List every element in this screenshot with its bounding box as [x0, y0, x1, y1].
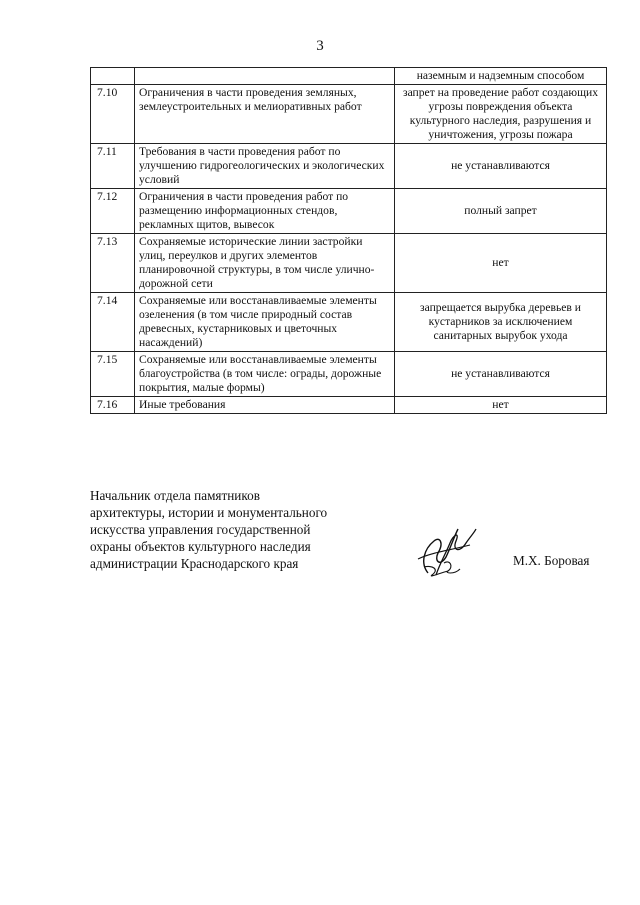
- row-value: нет: [395, 234, 607, 293]
- row-value: полный запрет: [395, 189, 607, 234]
- row-number: [91, 68, 135, 85]
- signatory-position: [90, 487, 380, 572]
- table-row: [91, 68, 607, 85]
- table-row: [91, 352, 607, 397]
- row-value: запрещается вырубка деревьев и кустарников за исключением санитарных вырубок ухода: [395, 293, 607, 352]
- row-value: не устанавливаются: [395, 144, 607, 189]
- row-number: 7.12: [91, 189, 135, 234]
- position-line: охраны объектов культурного наследия: [90, 539, 311, 554]
- row-number: 7.11: [91, 144, 135, 189]
- row-number: 7.14: [91, 293, 135, 352]
- row-value: не устанавливаются: [395, 352, 607, 397]
- row-value: запрет на проведение работ создающих угрозы повреждения объекта культурного наследия, разрушения и уничтожения, угрозы пожара: [395, 85, 607, 144]
- row-requirement: Иные требования: [135, 397, 395, 414]
- table-row: [91, 144, 607, 189]
- table-row: [91, 189, 607, 234]
- row-requirement: Требования в части проведения работ по улучшению гидрогеологических и экологических условий: [135, 144, 395, 189]
- row-number: 7.13: [91, 234, 135, 293]
- row-requirement: Сохраняемые или восстанавливаемые элементы озеленения (в том числе природный состав древесных, кустарниковых и цветочных насаждений): [135, 293, 395, 352]
- table-row: [91, 397, 607, 414]
- row-requirement: Ограничения в части проведения земляных, землеустроительных и мелиоративных работ: [135, 85, 395, 144]
- row-requirement: [135, 68, 395, 85]
- table-row: [91, 234, 607, 293]
- signer-name: М.Х. Боровая: [513, 553, 590, 568]
- row-value: наземным и надземным способом: [395, 68, 607, 85]
- row-requirement: Сохраняемые исторические линии застройки улиц, переулков и других элементов планировочной структуры, в том числе улично-дорожной сети: [135, 234, 395, 293]
- row-number: 7.10: [91, 85, 135, 144]
- row-value: нет: [395, 397, 607, 414]
- requirements-table: [90, 67, 607, 414]
- position-line: архитектуры, истории и монументального: [90, 505, 328, 520]
- row-requirement: Ограничения в части проведения работ по размещению информационных стендов, рекламных щитов, вывесок: [135, 189, 395, 234]
- row-number: 7.16: [91, 397, 135, 414]
- table-row: [91, 85, 607, 144]
- position-line: Начальник отдела памятников: [90, 488, 260, 503]
- handwritten-signature: [410, 523, 482, 581]
- position-line: администрации Краснодарского края: [90, 556, 299, 571]
- page-number: 3: [316, 38, 324, 54]
- row-requirement: Сохраняемые или восстанавливаемые элементы благоустройства (в том числе: ограды, дорожные покрытия, малые формы): [135, 352, 395, 397]
- row-number: 7.15: [91, 352, 135, 397]
- position-line: искусства управления государственной: [90, 522, 311, 537]
- table-row: [91, 293, 607, 352]
